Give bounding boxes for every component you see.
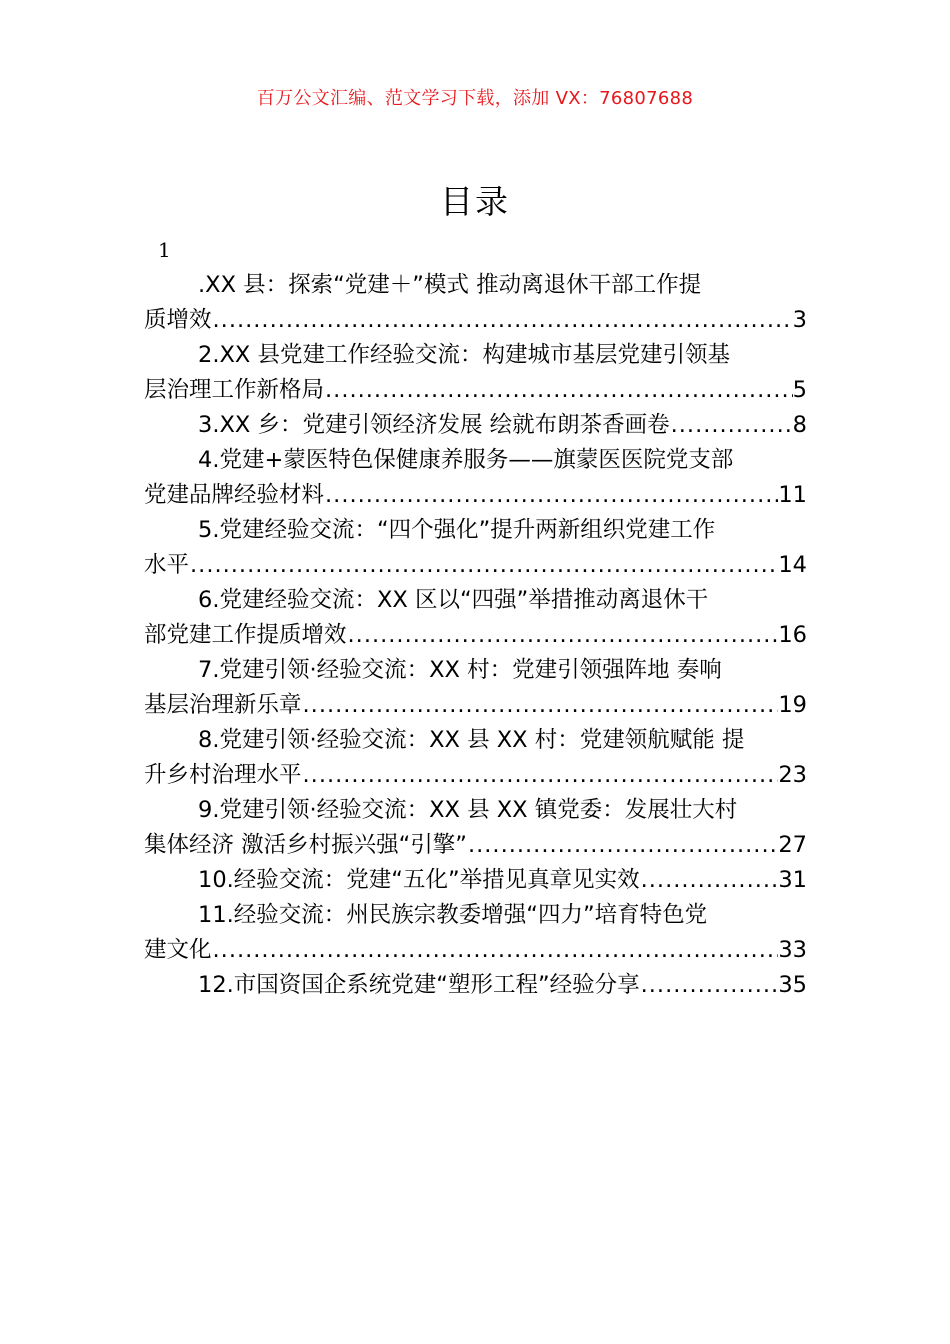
toc-entry-line [144,338,807,373]
dot-leader [324,478,778,513]
toc-entry-line [144,723,807,758]
toc-entry-line [144,618,807,653]
toc-entry-line [144,443,807,478]
toc-entry-10[interactable] [144,863,807,898]
toc-entry-title: 10.经验交流：党建“五化”举措见真章见实效 [198,867,640,893]
toc-entry-title-continued: 党建品牌经验材料 [144,482,325,508]
dot-leader [324,373,793,408]
toc-entry-12[interactable] [144,968,807,1003]
toc-entry-title-continued: 基层治理新乐章 [144,692,302,718]
toc-entry-line [144,933,807,968]
toc-entry-7[interactable] [144,653,807,723]
dot-leader [302,688,779,723]
toc-entry-6[interactable] [144,583,807,653]
toc-entry-title-continued: 部党建工作提质增效 [144,622,347,648]
watermark-banner: 百万公文汇编、范文学习下载，添加 VX：76807688 [256,88,694,109]
dot-leader [670,408,793,443]
toc-entry-11[interactable] [144,898,807,968]
toc-page-number: 5 [792,377,807,403]
toc-entry-line [144,758,807,793]
toc-entry-title: 5.党建经验交流：“四个强化”提升两新组织党建工作 [198,517,716,543]
toc-entry-title: 12.市国资国企系统党建“塑形工程”经验分享 [198,972,640,998]
toc-entry-8[interactable] [144,723,807,793]
toc-entry-title-continued: 集体经济 激活乡村振兴强“引擎” [144,832,467,858]
dot-leader [212,303,793,338]
toc-entry-title-continued: 水平 [144,552,190,578]
dot-leader [189,548,778,583]
toc-entry-9[interactable] [144,793,807,863]
toc-page-number: 3 [792,307,807,333]
toc-page-number: 31 [778,867,807,893]
dot-leader [467,828,778,863]
toc-entry-line [144,303,807,338]
toc-entry-title: 7.党建引领·经验交流：XX 村：党建引领强阵地 奏响 [198,657,722,683]
page-title: 目录 [440,182,510,221]
toc-entry-line [144,513,807,548]
toc-entry-title: 6.党建经验交流：XX 区以“四强”举措推动离退休干 [198,587,709,613]
toc-page-number: 23 [778,762,807,788]
toc-entry-title-continued: 升乡村治理水平 [144,762,302,788]
toc-entry-title-continued: 质增效 [144,307,212,333]
toc-entry-line [144,793,807,828]
toc-entry-3[interactable] [144,408,807,443]
dot-leader [640,968,779,1003]
toc-page-number: 27 [778,832,807,858]
toc-entry-line [144,478,807,513]
toc-entry-1[interactable] [144,268,807,338]
toc-page-number: 16 [778,622,807,648]
toc-entry-4[interactable] [144,443,807,513]
toc-page-number: 33 [778,937,807,963]
toc-entry-line [144,828,807,863]
toc-entry-line [144,688,807,723]
table-of-contents [144,268,807,1003]
toc-page-number: 8 [792,412,807,438]
toc-entry-title: 11.经验交流：州民族宗教委增强“四力”培育特色党 [198,902,708,928]
toc-page-number: 35 [778,972,807,998]
stray-page-number: 1 [158,238,171,262]
toc-entry-title: 2.XX 县党建工作经验交流：构建城市基层党建引领基 [198,342,730,368]
dot-leader [347,618,779,653]
toc-page-number: 14 [778,552,807,578]
toc-entry-title-continued: 层治理工作新格局 [144,377,325,403]
toc-entry-title: 4.党建+蒙医特色保健康养服务——旗蒙医医院党支部 [198,447,734,473]
toc-entry-line [144,653,807,688]
toc-entry-line [144,863,807,898]
toc-entry-title: 3.XX 乡：党建引领经济发展 绘就布朗茶香画卷 [198,412,670,438]
dot-leader [640,863,779,898]
toc-page-number: 11 [778,482,807,508]
toc-entry-line [144,548,807,583]
dot-leader [212,933,779,968]
toc-entry-title: .XX 县：探索“党建＋”模式 推动离退休干部工作提 [198,272,702,298]
toc-entry-line [144,898,807,933]
toc-entry-5[interactable] [144,513,807,583]
toc-entry-title: 9.党建引领·经验交流：XX 县 XX 镇党委：发展壮大村 [198,797,738,823]
toc-entry-2[interactable] [144,338,807,408]
toc-page-number: 19 [778,692,807,718]
toc-entry-line [144,408,807,443]
toc-entry-line [144,583,807,618]
toc-entry-title-continued: 建文化 [144,937,212,963]
toc-entry-title: 8.党建引领·经验交流：XX 县 XX 村：党建领航赋能 提 [198,727,745,753]
toc-entry-line [144,968,807,1003]
toc-entry-line [144,373,807,408]
dot-leader [302,758,779,793]
toc-entry-line [144,268,807,303]
